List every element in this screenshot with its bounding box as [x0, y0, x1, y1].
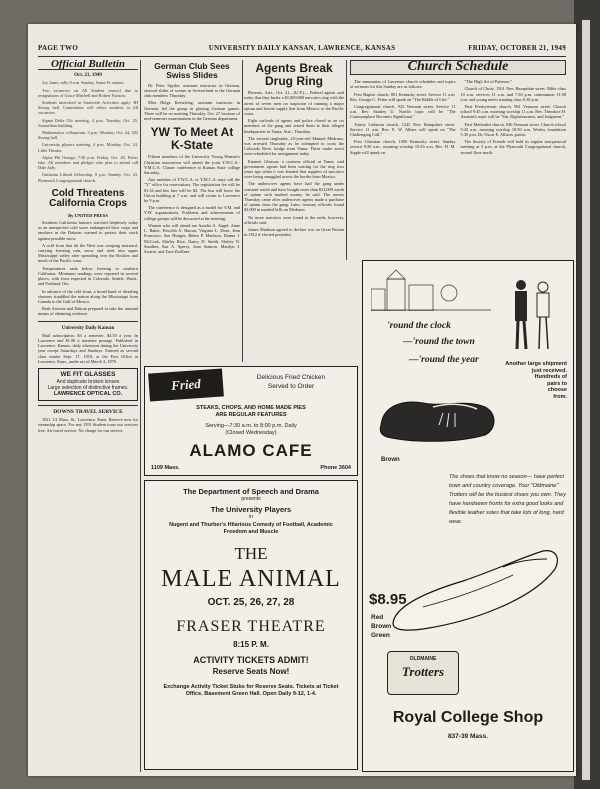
- royal-color: Green: [371, 632, 390, 639]
- royal-round2: —'round the town: [403, 337, 475, 347]
- male-time: 8:15 P. M.: [233, 640, 269, 649]
- royal-shipment-line: Hundreds of: [534, 374, 567, 380]
- church-title: Church Schedule: [407, 60, 509, 74]
- royal-shipment-line: from.: [553, 393, 567, 400]
- ywca-paragraph: Women who will attend are Aurelia A. Angel, Anne L. Baker, Priscilla A. Barron, Virginia L. Dean, Jean Francisco, Sue Hiniger, Helen P. Madison, Donna J. McCook, Shirley Rice, Nancy D. Smith, Shirley N. Sundker, Sue A. Sperry, Joan Stanton, Marilyn J. Swartz, and Zora Zoellner.: [144, 222, 240, 254]
- agents-paragraph: The undercover agents have had the gang under constant watch and have bought more than $12,000 worth of opium with marked money, he said. The arrests Thursday came after undercover agents made a purchase of opium from the gang. Later, treasury officials found $2,000 in marked bills on Medrano.: [244, 181, 344, 213]
- ywca-headline: YW To Meet At K-State: [150, 125, 234, 152]
- glasses-ad: [38, 368, 138, 401]
- royal-college-shop-ad: [362, 260, 574, 772]
- left-column: [38, 60, 138, 772]
- royal-round3: —'round the year: [409, 355, 479, 365]
- column-rule: [346, 60, 347, 260]
- agents-paragraph: No more narcotics were found in the raids, however, officials said.: [244, 214, 344, 225]
- german-headline: German Club Sees Swiss Slides: [154, 61, 230, 80]
- german-column: [144, 60, 240, 360]
- royal-copy: The shoes that know no season— have perfect town and country coverage. Your "Oldmaine" Trotters will be the busiest shoes you own. They have handsewn fronts for extra good looks and flexible leather soles that take lots of long, hard wear.: [449, 474, 566, 525]
- crops-paragraph: Temperatures sank below freezing in southern California. Minimum readings were reported in several places, with frost expected in Colorado, Seattle, Wash., and Portland, Ore.: [38, 265, 138, 287]
- downs-ad: [38, 405, 138, 433]
- royal-color: Red: [371, 614, 384, 621]
- church-item: The Society of Friends will hold its regular non-pastoral meeting at 3 p.m. at the Plymouth Congregational church, second floor north.: [460, 139, 566, 155]
- glasses-line2: Large selection of distinctive frames.: [47, 384, 129, 391]
- newspaper-page: [28, 24, 576, 776]
- church-col-2: [461, 79, 567, 157]
- crops-paragraph: Both Arizona and Dakota prepared to take the unusual means of obtaining evidence.: [38, 306, 138, 317]
- male-company: The University Players: [210, 505, 292, 514]
- kansan-box-title: University Daily Kansan: [61, 325, 115, 331]
- royal-color: Brown: [371, 623, 392, 630]
- glasses-name: LAWRENCE OPTICAL CO.: [53, 390, 123, 397]
- male-in: in: [249, 514, 253, 520]
- bulletin-item: Students interested in Statewide Activities apply 3H Strong hall. Committees will select students to fill vacancies.: [38, 100, 138, 116]
- alamo-name: ALAMO CAFE: [189, 441, 313, 460]
- royal-address: 837-39 Mass.: [447, 733, 489, 740]
- church-title-box: [350, 60, 566, 75]
- german-paragraph: Miss Helga Kesselring, assistant instructor in German, led the group in playing German games. There will be no meeting Thursday, Oct. 27 because of mid-semester examinations in the German department.: [144, 100, 240, 122]
- church-item: Trinity Lutheran church, 1245 New Hampshire street. Service 11 a.m. Rev. E. W. Albers will speak on "The Challenging Call.": [350, 121, 456, 138]
- alamo-serving: Serving—7:30 a.m. to 8:00 p.m. Daily: [205, 423, 297, 429]
- male-dates: OCT. 25, 26, 27, 28: [207, 597, 295, 608]
- alamo-phone: Phone 3604: [320, 465, 351, 471]
- male-exchange: Exchange Activity Ticket Stubs for Reserve Seats. Tickets at Ticket Office, Basement Green Hall. Open Daily 9-12, 1-4.: [163, 684, 339, 697]
- male-reserve: Reserve Seats Now!: [212, 667, 290, 676]
- crops-paragraph: Southern California farmers watched helplessly today as an unexpected cold wave endangered their crops and ranchers in the Dakotas warned to protect their stock against possible snow.: [38, 220, 138, 241]
- church-item: First Methodist church, 946 Vermont street. Church school 9:45 a.m. morning worship 10:50 a.m. Wesley foundation 5:30 p.m. Dr. Oscar E. Allison, pastor.: [460, 121, 566, 138]
- bulletin-item: Sigma Delta Chi meeting, 4 p.m. Tuesday, Oct. 25, Journalism building.: [38, 117, 138, 128]
- alamo-tagline: [229, 373, 353, 391]
- moccasin-illustration: [383, 537, 563, 637]
- church-item: The summaries of Lawrence church schedules and topics of sermons for this Sunday are as follows:: [350, 79, 456, 90]
- kansan-box-text: Mail subscription: $3 a semester, $4.50 a year. In Lawrence and $1.00 a semester postage. Published in Lawrence, Kansas, daily afternoon during the University year except Saturdays and Sundays. Entered as second class matter Sept. 17, 1910, at the Post Office at Lawrence, Kans., under act of March 3, 1879.: [38, 332, 138, 364]
- male-presenter: The Department of Speech and Drama: [183, 487, 319, 496]
- crops-paragraph: In advance of the cold front, a broad band of drizzling showers straddled the nation along the Mississippi from Canada to the Gulf of Mexico.: [38, 288, 138, 304]
- male-description: Nugent and Thurber's Hilarious Comedy of Football, Academic Freedom and Muscle: [169, 522, 333, 535]
- alamo-closed: (Closed Wednesday): [225, 430, 277, 436]
- alamo-line2: ARE REGULAR FEATURES: [215, 412, 287, 418]
- kansan-box: [38, 321, 138, 364]
- bulletin-item: Unitarian Liberal fellowship, 8 p.m. Sunday, Oct. 23, Plymouth Congregational church.: [38, 172, 138, 183]
- bulletin-title: Official Bulletin: [38, 62, 138, 70]
- male-the: THE: [234, 544, 268, 563]
- alamo-line1: STEAKS, CHOPS, AND HOME MADE PIES: [196, 405, 306, 411]
- fried-chicken-banner: [148, 368, 224, 422]
- column-rule: [140, 60, 141, 772]
- alamo-hours: [145, 423, 357, 437]
- bulletin-item: Mathematics colloquium, 3 p.m. Monday, Oct. 24, 202 Strong hall.: [38, 130, 138, 141]
- masthead: [38, 44, 566, 57]
- glasses-title: WE FIT GLASSES: [60, 370, 116, 378]
- german-paragraph: Dr. Peter Spyder, assistant instructor in German, showed slides of scenes in Switzerland to the German club members Thursday.: [144, 82, 240, 99]
- agents-paragraph: Eight carloads of agents and police closed in on six members of the gang and seized them at their alleged headquarters in Yuma, Ariz., Thursday.: [244, 118, 344, 134]
- alamo-delicious: Delicious Fried Chicken: [256, 374, 326, 381]
- male-admit: ACTIVITY TICKETS ADMIT!: [193, 655, 309, 665]
- page-number: PAGE TWO: [38, 44, 79, 52]
- trotters-logo: [387, 651, 459, 695]
- royal-price: $8.95: [369, 591, 407, 608]
- agents-column: [244, 60, 344, 360]
- royal-shipment-line: just received.: [531, 367, 567, 374]
- issue-date: FRIDAY, OCTOBER 21, 1949: [468, 44, 566, 52]
- downs-title: DOWNS TRAVEL SERVICE: [53, 408, 123, 415]
- royal-shipment-line: Another large shipment: [505, 361, 567, 367]
- bulletin-item: Joy Janes, rally 8 a.m. Sunday, Santa Fe station.: [42, 80, 125, 86]
- crops-headline: Cold Threatens California Crops: [49, 187, 127, 210]
- royal-shipment: [501, 361, 567, 400]
- royal-shipment-line: pairs to: [547, 380, 567, 387]
- bulletin-date: Oct. 21, 1949: [74, 73, 102, 79]
- church-item: "The High Art of Patience.": [464, 79, 513, 85]
- male-presents: presents: [241, 496, 261, 502]
- bulletin-item: Alpha Phi Omega, 7:30 p.m. Friday, Oct. 28, Potter lake. All members and pledges who plan to attend call Dale Judy.: [38, 154, 138, 171]
- crops-paragraph: A cold front that hit the West was creeping eastward, carrying freezing rain, snow and sleet into upper Mississippi valley after spreading over the Rockies and much of the Pacific coast.: [38, 242, 138, 264]
- royal-color-brown: Brown: [381, 457, 400, 463]
- agents-paragraph: Emmett Gleason, a customs official at Yuma, said government agents had been waiting for the ring four years ago when it was learned that supplies of narcotics were being smuggled across the border from Mexico.: [244, 158, 344, 180]
- royal-shipment-line: choose: [547, 387, 567, 393]
- fried-chicken-logo: Fried Chicken: [165, 375, 211, 422]
- paper-name: UNIVERSITY DAILY KANSAN, LAWRENCE, KANSAS: [208, 44, 396, 52]
- church-item: Church of Christ, 1501 New Hampshire street. Bible class 10 a.m. services 11 a.m. and 7:30 p.m. communion 11:50 a.m. and young men's training class 6:30 p.m.: [460, 86, 566, 102]
- church-item: First Presbyterian church, 961 Vermont street. Church school 9:45 a.m. morning worship 11 a.m. Rev. Theodore H. Aszman's topic will be "Sin, Righteousness, and Judgment.": [460, 104, 566, 120]
- church-item: Congregational church, 925 Vermont street. Service 11 a.m. Rev. Stanley U. North's topic will be "The Commonplace Becomes Significant.": [350, 104, 456, 120]
- ywca-paragraph: Fifteen members of the University Young Women's Christian association will attend the joint Y.W.C.A.-Y.M.C.A. Cluster conference at Kansas State college Saturday.: [144, 154, 240, 176]
- alamo-features: [145, 405, 357, 419]
- crops-byline: By UNITED PRESS: [68, 212, 108, 218]
- agents-paragraph: James Madison agreed to declare war on Great Britain in 1812 if elected president.: [244, 227, 344, 238]
- male-title: MALE ANIMAL: [161, 566, 341, 592]
- glasses-line1: And duplicate broken lenses: [56, 378, 120, 385]
- church-section: [350, 60, 566, 260]
- agents-headline: Agents Break Drug Ring: [255, 61, 333, 88]
- bulletin-item: University players meeting, 4 p.m. Monday, Oct. 24, Little Theater.: [38, 142, 138, 153]
- trotters-brand: Trotters: [401, 664, 445, 679]
- downs-text: 1021 1/2 Mass. St., Lawrence. Kans. Reserve now for steamship space. For any 1951 Student tours our services free. Air travel service. No charge for our service.: [38, 417, 138, 433]
- male-theatre: FRASER THEATRE: [176, 618, 326, 635]
- church-columns: [350, 79, 566, 157]
- alamo-cafe-ad: [144, 366, 358, 476]
- column-rule: [242, 60, 243, 362]
- royal-colors: [371, 613, 391, 640]
- agents-paragraph: Phoenix, Ariz., Oct. 21—(U.P.)— Federal agents said today that they broke a $1,000,000 narcotics ring with the arrest of seven men on suspicion of running a major opium and heroin supply line from Mexico to the Pacific coast.: [244, 90, 344, 116]
- ywca-paragraph: The conference is designed as a model for Y.M. and Y.W. organizations. Problems and achievements of college groups will be discussed at the meeting.: [144, 205, 240, 221]
- royal-round1: 'round the clock: [387, 321, 451, 331]
- loafer-illustration: [373, 377, 503, 457]
- church-item: First Baptist church, 801 Kentucky street. Service 11 a.m. Rev. George C. Fetter will speak on "The Riddle of Life.": [350, 91, 456, 102]
- alamo-served: Served to Order: [267, 383, 315, 390]
- royal-shop-name: Royal College Shop: [392, 709, 544, 726]
- agents-paragraph: The second ringleader, 25-year-old Manuel Medrano, was arrested Thursday as he attempted to cross the Colorado River bridge from Yuma. Three under arrest were scheduled for arraignment today.: [244, 135, 344, 157]
- couple-illustration: [503, 275, 563, 355]
- trotters-brand-top: OLDMAINE: [409, 656, 437, 662]
- page-stack-edge: [582, 20, 590, 780]
- church-item: First Christian church, 1000 Kentucky street. Sunday service 9:30 a.m., morning worship 10:45 a.m. Rev. H. M. Sipple will speak on: [350, 139, 456, 155]
- alamo-address: 1109 Mass.: [151, 465, 180, 471]
- bulletin-item: Two vacancies on All Student council due to resignations of Grace Mitchell and Robert Fortson.: [38, 87, 138, 98]
- male-animal-ad: [144, 480, 358, 770]
- ywca-paragraph: Any member of Y.W.C.A. or Y.M.C.A. may call the "Y" office for reservations. The registration fee will be $1.54 and bus fare will be $2. The bus will leave the Union building at 7 a.m. and will return to Lawrence by 9 p.m.: [144, 177, 240, 204]
- church-col-1: [350, 79, 456, 157]
